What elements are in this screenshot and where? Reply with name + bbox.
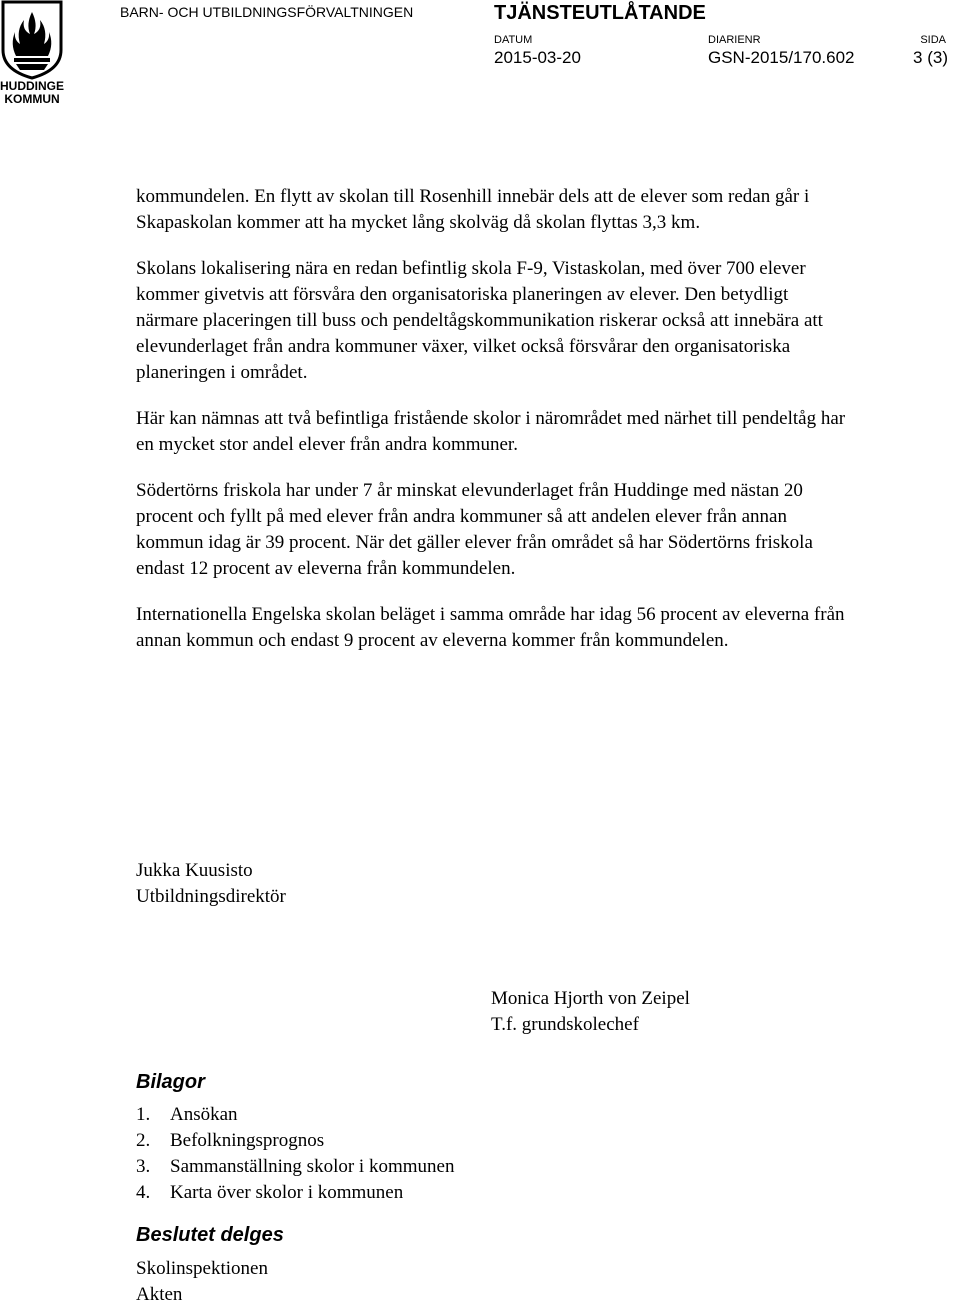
item-number: 2. (136, 1130, 151, 1151)
list-item (136, 1128, 454, 1154)
signer-name: Monica Hjorth von Zeipel (491, 988, 690, 1009)
body-paragraph: Skolans lokalisering nära en redan befintlig skola F-9, Vistaskolan, med över 700 elever kommer givetvis att försvåra den organisatoriska planeringen av elever. Den betydligt närmare placeringen till buss och pendeltågskommunikation riskerar också att innebära att elevunderlaget från andra kommuner växer, vilket också försvårar den organisatoriska planeringen i området. (136, 258, 823, 383)
document-type: TJÄNSTEUTLÅTANDE (494, 2, 706, 24)
page-number: 3 (3) (913, 48, 948, 67)
distribution-list (136, 1256, 268, 1308)
item-number: 3. (136, 1156, 151, 1177)
item-number: 4. (136, 1182, 151, 1203)
logo-text (0, 80, 64, 106)
page-label: SIDA (920, 34, 946, 46)
diary-number-label: DIARIENR (708, 34, 761, 46)
coat-of-arms-icon (0, 0, 64, 80)
item-label: Ansökan (170, 1104, 238, 1125)
date-value: 2015-03-20 (494, 48, 581, 67)
huddinge-logo (0, 0, 64, 108)
recipient: Skolinspektionen (136, 1258, 268, 1279)
list-item (136, 1102, 454, 1128)
signer-name: Jukka Kuusisto (136, 860, 253, 881)
distribution-heading: Beslutet delges (136, 1224, 284, 1246)
list-item (136, 1180, 454, 1206)
body-paragraph: Södertörns friskola har under 7 år minskat elevunderlaget från Huddinge med nästan 20 procent och fyllt på med elever från andra kommuner så att andelen elever från annan kommun idag är 39 procent. När det gäller elever från området så har Södertörns friskola endast 12 procent av eleverna från kommundelen. (136, 480, 813, 579)
document-body (136, 184, 846, 674)
body-paragraph: kommundelen. En flytt av skolan till Rosenhill innebär dels att de elever som redan går i Skapaskolan kommer att ha mycket lång skolväg då skolan flyttas 3,3 km. (136, 186, 810, 233)
attachments-heading: Bilagor (136, 1071, 205, 1093)
logo-text-line1: HUDDINGE (0, 79, 65, 93)
signer-title: T.f. grundskolechef (491, 1014, 639, 1035)
item-label: Befolkningsprognos (170, 1130, 325, 1151)
logo-text-line2: KOMMUN (4, 92, 60, 106)
signer-title: Utbildningsdirektör (136, 886, 286, 907)
signature-block-1 (136, 858, 286, 910)
item-label: Sammanställning skolor i kommunen (170, 1156, 455, 1177)
list-item (136, 1154, 454, 1180)
diary-number-value: GSN-2015/170.602 (708, 48, 855, 67)
body-paragraph: Internationella Engelska skolan beläget i samma område har idag 56 procent av eleverna från annan kommun och endast 9 procent av eleverna kommer från kommundelen. (136, 604, 845, 651)
item-label: Karta över skolor i kommunen (170, 1182, 404, 1203)
item-number: 1. (136, 1104, 151, 1125)
signature-block-2 (491, 986, 690, 1038)
recipient: Akten (136, 1284, 183, 1305)
organization-name: BARN- OCH UTBILDNINGSFÖRVALTNINGEN (120, 4, 414, 20)
date-label: DATUM (494, 34, 533, 46)
attachments-list (136, 1102, 454, 1206)
body-paragraph: Här kan nämnas att två befintliga fristående skolor i närområdet med närhet till pendeltåg har en mycket stor andel elever från andra kommuner. (136, 408, 846, 455)
